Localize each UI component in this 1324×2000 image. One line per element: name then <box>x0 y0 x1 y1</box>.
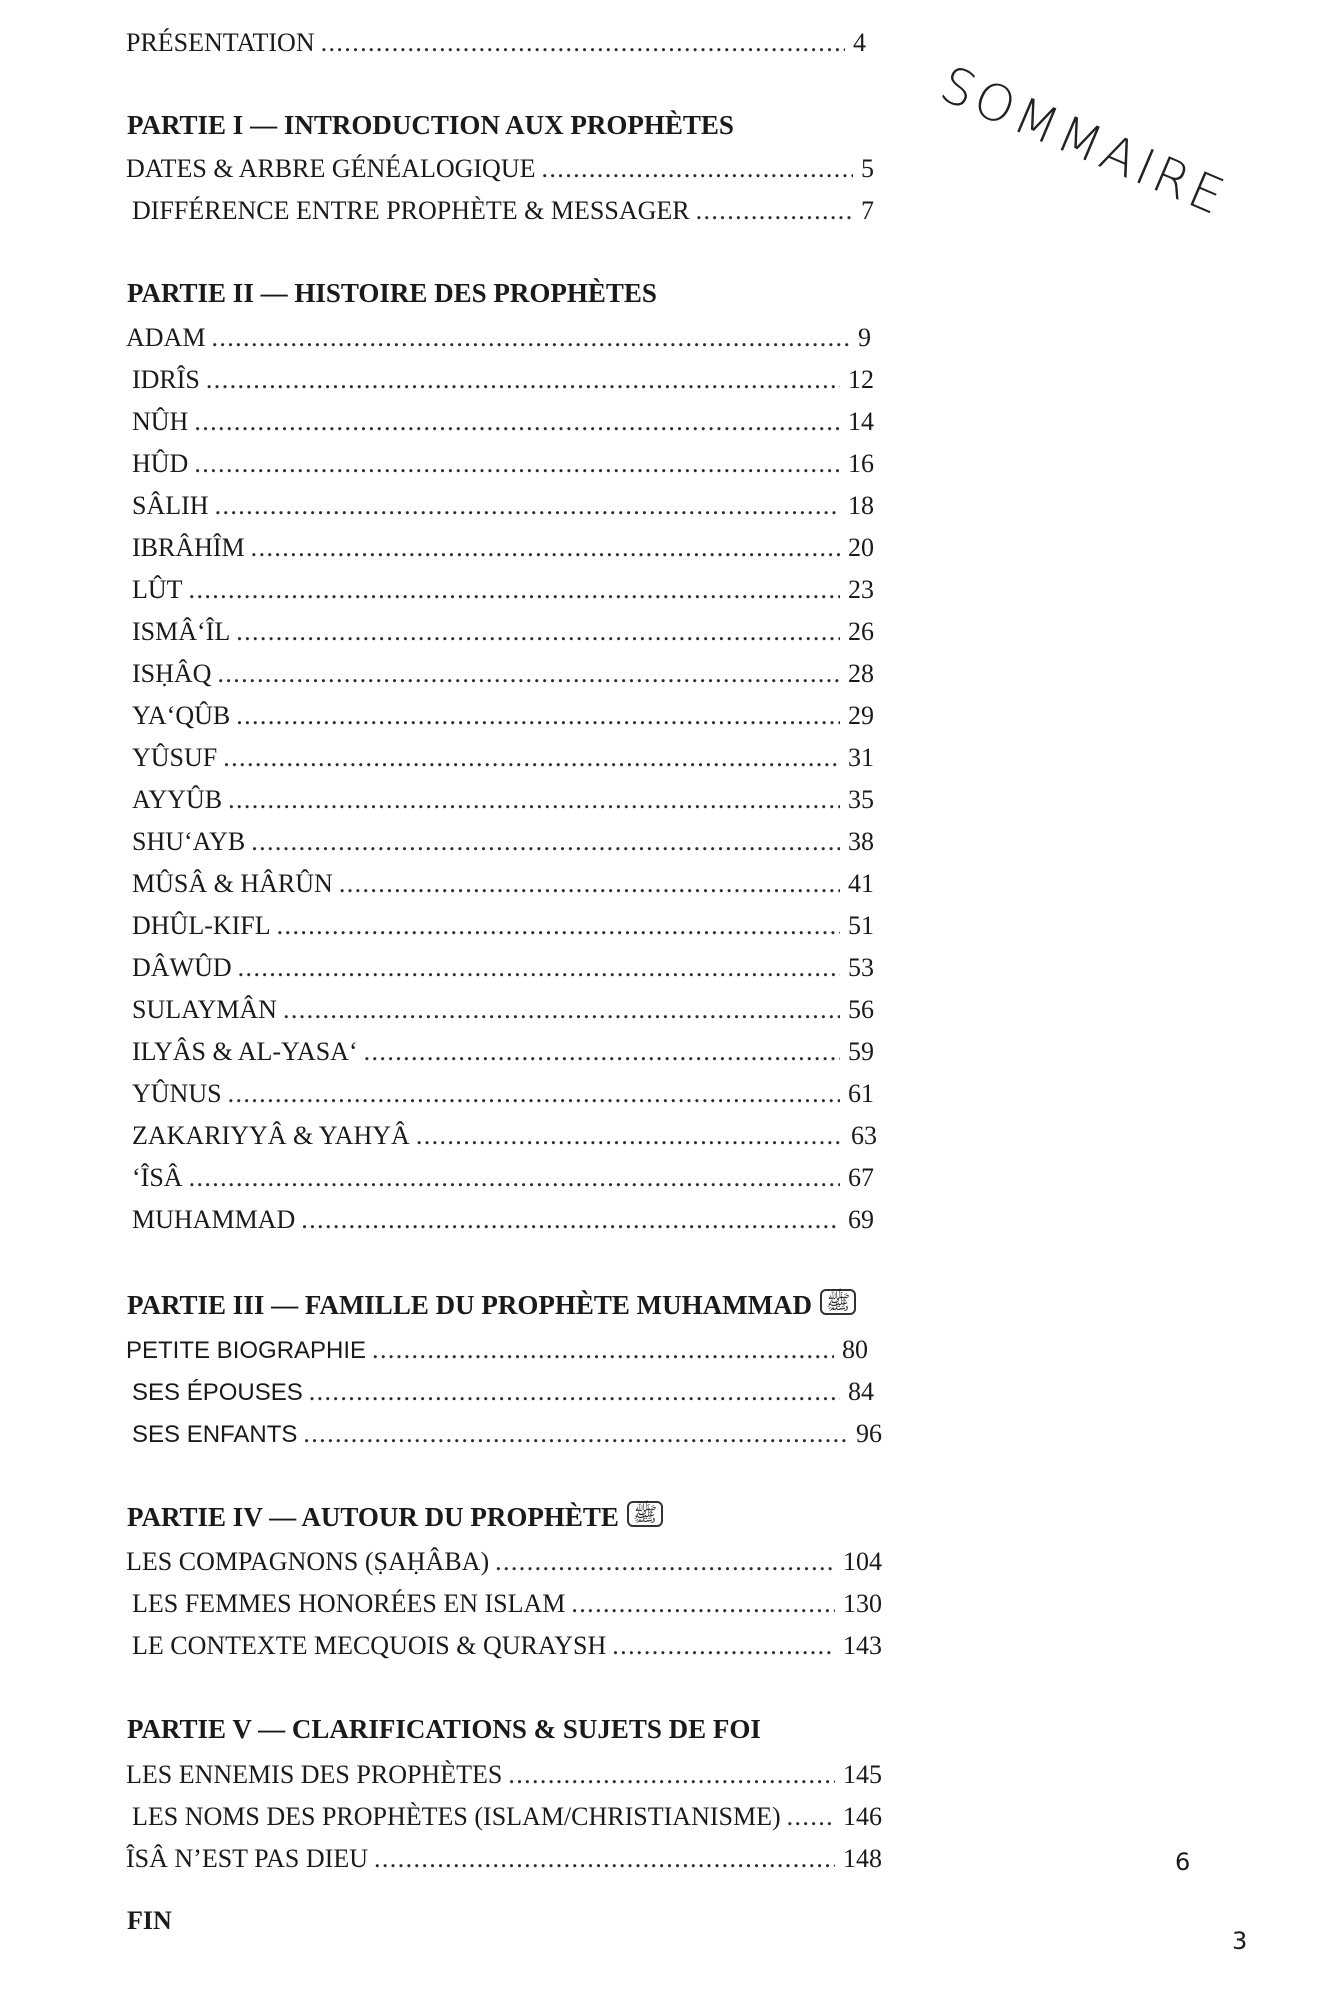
toc-entry-page: 26 <box>848 617 874 646</box>
toc-entry-page: 84 <box>848 1377 874 1406</box>
toc-entry-page: 80 <box>842 1335 868 1364</box>
toc-entry-page: 4 <box>853 28 866 57</box>
toc-entry[interactable] <box>132 994 874 1026</box>
dot-leader <box>301 1204 840 1236</box>
dot-leader <box>321 27 845 59</box>
part-5-title <box>127 1714 761 1745</box>
toc-entry[interactable] <box>132 1418 882 1450</box>
toc-entry-label: DHÛL-KIFL <box>132 911 271 940</box>
dot-leader <box>612 1630 835 1662</box>
toc-entry[interactable] <box>132 364 874 396</box>
pbuh-calligraphy-icon: ﷺ <box>820 1289 856 1315</box>
toc-entry-page: 67 <box>848 1163 874 1192</box>
dot-leader <box>211 322 850 354</box>
toc-entry-label: HÛD <box>132 449 189 478</box>
toc-entry-label: MUHAMMAD <box>132 1205 296 1234</box>
part-2-title <box>127 278 657 309</box>
dot-leader <box>339 868 840 900</box>
dot-leader <box>215 490 840 522</box>
toc-entry-label: DATES & ARBRE GÉNÉALOGIQUE <box>126 154 536 183</box>
toc-entry[interactable] <box>132 910 874 942</box>
toc-entry-page: 130 <box>843 1589 882 1618</box>
toc-entry-presentation[interactable] <box>126 27 866 59</box>
part-4-title <box>127 1502 663 1533</box>
toc-entry-page: 29 <box>848 701 874 730</box>
dot-leader <box>251 532 840 564</box>
toc-entry[interactable] <box>132 1078 874 1110</box>
toc-entry-page: 18 <box>848 491 874 520</box>
toc-entry[interactable] <box>132 700 874 732</box>
toc-entry-page: 20 <box>848 533 874 562</box>
part-title-text: PARTIE I — INTRODUCTION AUX PROPHÈTES <box>127 110 734 140</box>
toc-entry[interactable] <box>132 1162 874 1194</box>
toc-entry-label: SULAYMÂN <box>132 995 277 1024</box>
toc-entry[interactable] <box>126 1334 868 1366</box>
part-title-text: PARTIE II — HISTOIRE DES PROPHÈTES <box>127 278 657 308</box>
toc-entry-page: 31 <box>848 743 874 772</box>
toc-entry-label: LES ENNEMIS DES PROPHÈTES <box>126 1760 503 1789</box>
toc-entry-page: 16 <box>848 449 874 478</box>
dot-leader <box>283 994 840 1026</box>
dot-leader <box>542 153 854 185</box>
toc-entry-page: 104 <box>843 1547 882 1576</box>
toc-entry-page: 148 <box>843 1844 882 1873</box>
toc-entry-page: 38 <box>848 827 874 856</box>
dot-leader <box>189 1162 840 1194</box>
dot-leader <box>223 742 840 774</box>
toc-entry-page: 145 <box>843 1760 882 1789</box>
toc-entry-label: LES FEMMES HONORÉES EN ISLAM <box>132 1589 566 1618</box>
toc-entry-page: 96 <box>856 1419 882 1448</box>
dot-leader <box>236 616 840 648</box>
toc-entry[interactable] <box>132 195 874 227</box>
dot-leader <box>372 1334 834 1366</box>
toc-entry[interactable] <box>132 1120 877 1152</box>
dot-leader <box>303 1418 848 1450</box>
dot-leader <box>696 195 853 227</box>
toc-entry[interactable] <box>132 1204 874 1236</box>
dot-leader <box>364 1036 840 1068</box>
toc-entry-page: 7 <box>861 196 874 225</box>
toc-entry-label: ZAKARIYYÂ & YAHYÂ <box>132 1121 410 1150</box>
toc-entry[interactable] <box>132 868 874 900</box>
toc-entry-label: LÛT <box>132 575 183 604</box>
toc-entry[interactable] <box>132 448 874 480</box>
toc-entry-label: SÂLIH <box>132 491 209 520</box>
toc-entry-label: ILYÂS & AL-YASA‘ <box>132 1037 358 1066</box>
dot-leader <box>236 700 840 732</box>
toc-entry-page: 61 <box>848 1079 874 1108</box>
toc-entry[interactable] <box>132 826 874 858</box>
dot-leader <box>206 364 840 396</box>
toc-entry[interactable] <box>132 616 874 648</box>
toc-entry-label: ‘ÎSÂ <box>132 1163 183 1192</box>
dot-leader <box>251 826 840 858</box>
toc-entry-label: PRÉSENTATION <box>126 28 315 57</box>
toc-entry-page: 63 <box>851 1121 877 1150</box>
toc-entry-page: 12 <box>848 365 874 394</box>
dot-leader <box>194 406 840 438</box>
toc-entry[interactable] <box>132 1630 882 1662</box>
part-1-title <box>127 110 734 141</box>
toc-entry[interactable] <box>126 1759 882 1791</box>
part-title-text: PARTIE IV — AUTOUR DU PROPHÈTE <box>127 1502 619 1532</box>
toc-entry[interactable] <box>132 1588 882 1620</box>
toc-entry-label: YA‘QÛB <box>132 701 231 730</box>
toc-entry-page: 9 <box>858 323 871 352</box>
dot-leader <box>238 952 840 984</box>
toc-entry-label: MÛSÂ & HÂRÛN <box>132 869 333 898</box>
toc-entry[interactable] <box>132 1376 874 1408</box>
toc-entry[interactable] <box>132 532 874 564</box>
toc-entry-page: 146 <box>843 1802 882 1831</box>
toc-entry[interactable] <box>132 658 874 690</box>
toc-entry[interactable] <box>126 153 874 185</box>
dot-leader <box>228 784 840 816</box>
toc-entry-label: SES ÉPOUSES <box>132 1379 303 1406</box>
toc-entry[interactable] <box>132 742 874 774</box>
toc-entry-page: 41 <box>848 869 874 898</box>
toc-entry[interactable] <box>132 1036 874 1068</box>
dot-leader <box>309 1376 840 1408</box>
dot-leader <box>571 1588 835 1620</box>
toc-entry-label: DÂWÛD <box>132 953 232 982</box>
dot-leader <box>277 910 840 942</box>
toc-entry-label: ISḤÂQ <box>132 659 212 688</box>
toc-entry-label: DIFFÉRENCE ENTRE PROPHÈTE & MESSAGER <box>132 196 690 225</box>
dot-leader <box>194 448 840 480</box>
toc-entry-page: 28 <box>848 659 874 688</box>
toc-entry-label: NÛH <box>132 407 189 436</box>
toc-entry-label: SES ENFANTS <box>132 1421 298 1448</box>
toc-entry-page: 5 <box>861 154 874 183</box>
toc-entry-label: PETITE BIOGRAPHIE <box>126 1337 367 1364</box>
end-label: FIN <box>127 1906 172 1935</box>
toc-entry-label: IBRÂHÎM <box>132 533 245 562</box>
toc-entry[interactable] <box>132 784 874 816</box>
toc-entry-label: ÎSÂ N’EST PAS DIEU <box>126 1844 368 1873</box>
dot-leader <box>228 1078 840 1110</box>
toc-entry-page: 143 <box>843 1631 882 1660</box>
toc-entry[interactable] <box>132 574 874 606</box>
toc-entry-label: ADAM <box>126 323 206 352</box>
toc-entry-page: 56 <box>848 995 874 1024</box>
dot-leader <box>374 1843 835 1875</box>
part-title-text: PARTIE V — CLARIFICATIONS & SUJETS DE FOI <box>127 1714 761 1744</box>
toc-entry[interactable] <box>132 1801 882 1833</box>
toc-entry-label: LES COMPAGNONS (ṢAḤÂBA) <box>126 1547 490 1576</box>
toc-entry-page: 35 <box>848 785 874 814</box>
dot-leader <box>217 658 840 690</box>
toc-entry[interactable] <box>132 952 874 984</box>
toc-entry-page: 69 <box>848 1205 874 1234</box>
dot-leader <box>495 1546 835 1578</box>
toc-entry-label: LES NOMS DES PROPHÈTES (ISLAM/CHRISTIANISME) <box>132 1802 781 1831</box>
toc-entry-page: 23 <box>848 575 874 604</box>
pbuh-calligraphy-icon: ﷺ <box>627 1501 663 1527</box>
toc-entry-page: 53 <box>848 953 874 982</box>
toc-entry-page: 59 <box>848 1037 874 1066</box>
toc-entry-page: 14 <box>848 407 874 436</box>
toc-entry[interactable] <box>126 1843 882 1875</box>
part-3-title <box>127 1290 856 1321</box>
toc-entry-label: IDRÎS <box>132 365 200 394</box>
toc-entry[interactable] <box>132 490 874 522</box>
sommaire-heading: SOMMAIRE <box>932 55 1236 228</box>
part-title-text: PARTIE III — FAMILLE DU PROPHÈTE MUHAMMAD <box>127 1290 813 1320</box>
toc-entry-label: ISMÂ‘ÎL <box>132 617 231 646</box>
dot-leader <box>508 1759 835 1791</box>
toc-entry-label: AYYÛB <box>132 785 223 814</box>
toc-entry[interactable] <box>126 322 871 354</box>
dot-leader <box>416 1120 843 1152</box>
toc-entry[interactable] <box>132 406 874 438</box>
page-number-outer: 3 <box>1232 1927 1248 1955</box>
page-number-inner: 6 <box>1175 1848 1191 1876</box>
toc-entry[interactable] <box>126 1546 882 1578</box>
toc-entry-label: SHU‘AYB <box>132 827 246 856</box>
toc-entry-label: LE CONTEXTE MECQUOIS & QURAYSH <box>132 1631 607 1660</box>
toc-entry-page: 51 <box>848 911 874 940</box>
toc-entry-label: YÛNUS <box>132 1079 222 1108</box>
dot-leader <box>189 574 840 606</box>
toc-entry-label: YÛSUF <box>132 743 218 772</box>
dot-leader <box>787 1801 835 1833</box>
